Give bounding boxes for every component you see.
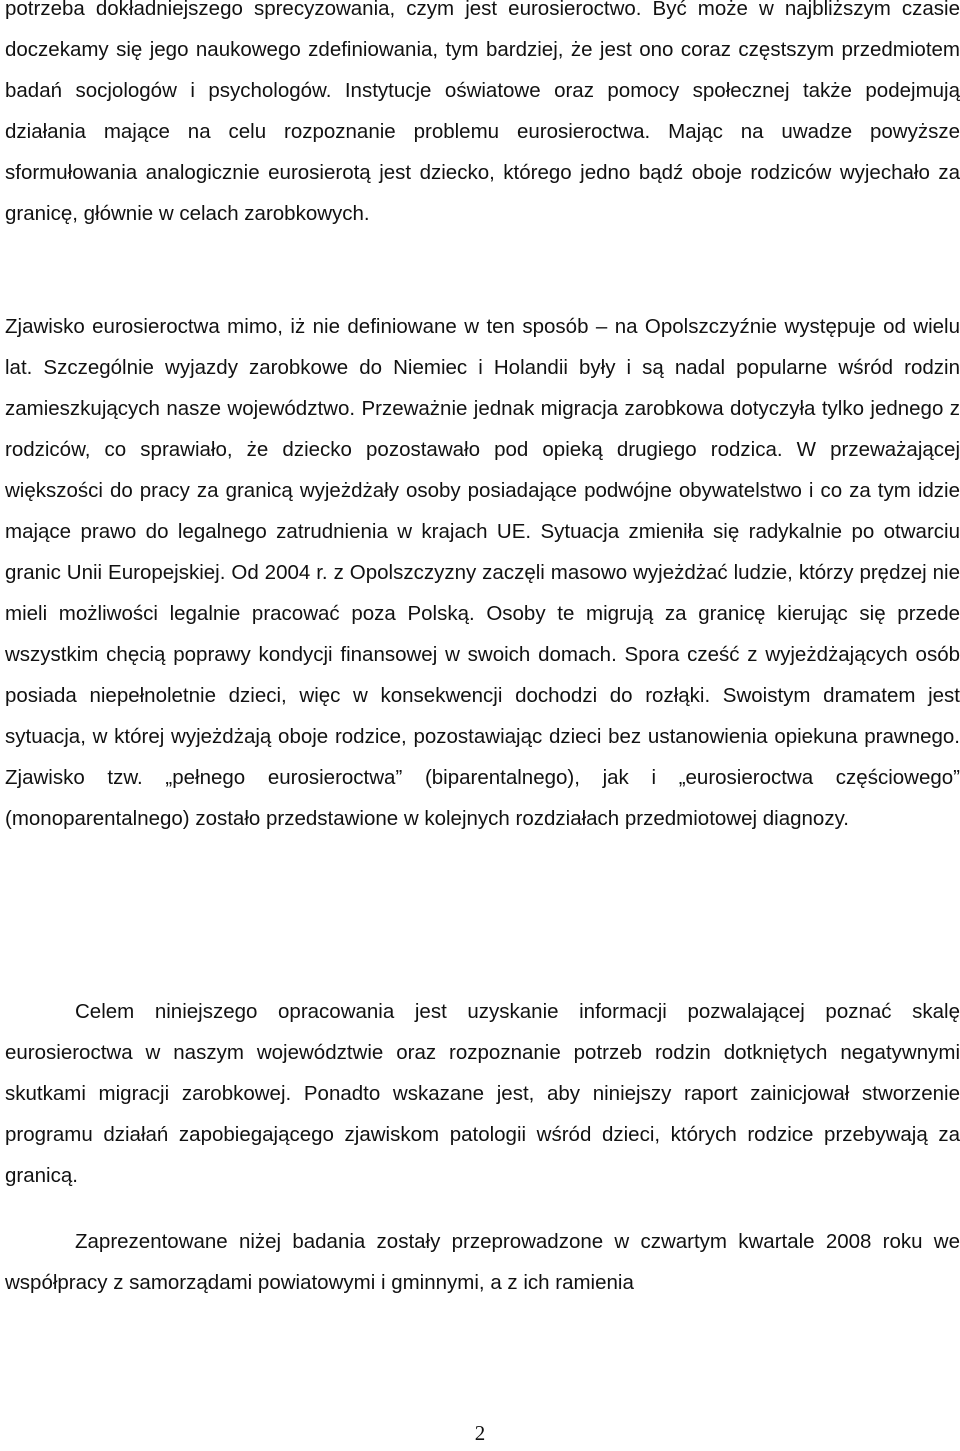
paragraph-study-goal: Celem niniejszego opracowania jest uzyskanie informacji pozwalającej poznać skalę eurosieroctwa w naszym województwie oraz rozpoznanie potrzeb rodzin dotkniętych negatywnymi skutkami migracji zarobkowej. Ponadto wskazane jest, aby niniejszy raport zainicjował stworzenie programu działań zapobiegającego zjawiskom patologii wśród dzieci, których rodzice przebywają za granicą. xyxy=(5,1000,960,1187)
paragraph-study-method: Zaprezentowane niżej badania zostały przeprowadzone w czwartym kwartale 2008 roku we współpracy z samorządami powiatowymi i gminnymi, a z ich ramienia xyxy=(5,1230,960,1294)
page-number: 2 xyxy=(474,1421,486,1445)
paragraph-eurosieroctwo-definition: potrzeba dokładniejszego sprecyzowania, czym jest eurosieroctwo. Być może w najbliższym czasie doczekamy się jego naukowego zdefiniowania, tym bardziej, że jest ono coraz częstszym przedmiotem badań socjologów i psychologów. Instytucje oświatowe oraz pomocy społecznej także podejmują działania mające na celu rozpoznanie problemu eurosieroctwa. Mając na uwadze powyższe sformułowania analogicznie eurosierotą jest dziecko, którego jedno bądź oboje rodziców wyjechało za granicę, głównie w celach zarobkowych. xyxy=(5,0,960,225)
paragraph-migration-history: Zjawisko eurosieroctwa mimo, iż nie definiowane w ten sposób – na Opolszczyźnie występuje od wielu lat. Szczególnie wyjazdy zarobkowe do Niemiec i Holandii były i są nadal popularne wśród rodzin zamieszkujących nasze województwo. Przeważnie jednak migracja zarobkowa dotyczyła tylko jednego z rodziców, co sprawiało, że dziecko pozostawało pod opieką drugiego rodzica. W przeważającej większości do pracy za granicą wyjeżdżały osoby posiadające podwójne obywatelstwo i co za tym idzie mające prawo do legalnego zatrudnienia w krajach UE. Sytuacja zmieniła się radykalnie po otwarciu granic Unii Europejskiej. Od 2004 r. z Opolszczyzny zaczęli masowo wyjeżdżać ludzie, którzy prędzej nie mieli możliwości legalnie pracować poza Polską. Osoby te migrują za granicę kierując się przede wszystkim chęcią poprawy kondycji finansowej w swoich domach. Spora cześć z wyjeżdżających osób posiada niepełnoletnie dzieci, więc w konsekwencji dochodzi do rozłąki. Swoistym dramatem jest sytuacja, w której wyjeżdżają oboje rodzice, pozostawiając dzieci bez ustanowienia opiekuna prawnego. Zjawisko tzw. „pełnego eurosieroctwa” (biparentalnego), jak i „eurosieroctwa częściowego” (monoparentalnego) zostało przedstawione w kolejnych rozdziałach przedmiotowej diagnozy. xyxy=(5,315,960,830)
document-page xyxy=(5,0,960,1451)
